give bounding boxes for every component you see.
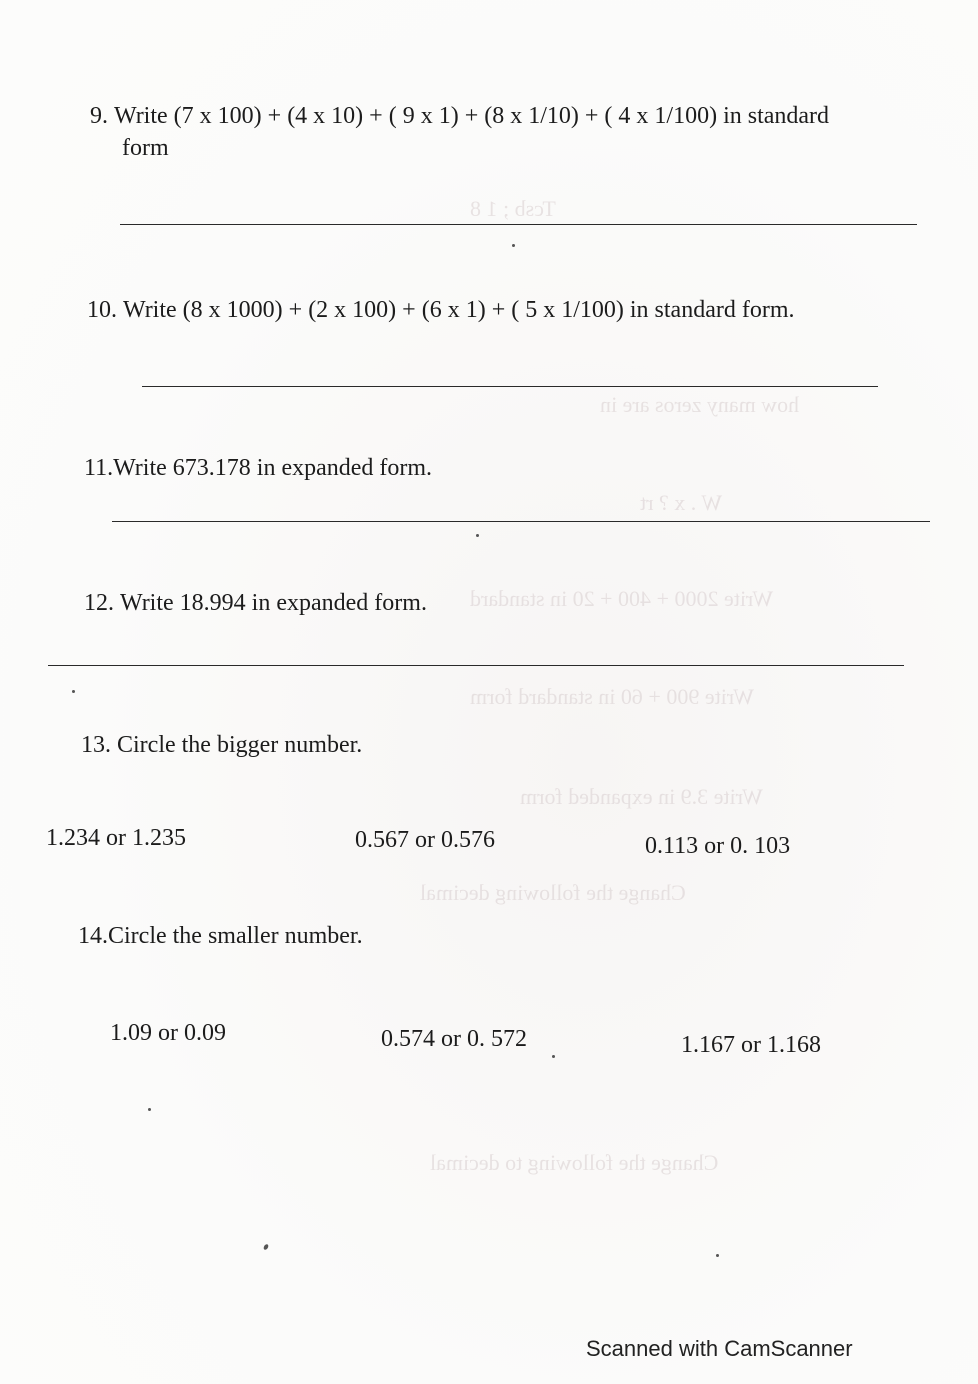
scan-speck <box>512 244 515 247</box>
bleed-through-mark: Change the following to decimal <box>430 1150 719 1175</box>
question-9 <box>90 100 920 164</box>
bleed-through-mark: Write 3.9 in expanded form <box>520 784 763 809</box>
bleed-through-mark: how many zeros are in <box>600 392 800 417</box>
question-text-continued: form <box>122 135 169 161</box>
choice-pair[interactable]: 1.167 or 1.168 <box>681 1032 821 1058</box>
question-number: 10. <box>87 297 117 323</box>
choice-pair[interactable]: 0.113 or 0. 103 <box>645 833 791 859</box>
question-number: 14. <box>78 923 108 949</box>
bleed-through-mark: Write 2000 + 400 + 20 in standard <box>470 586 774 611</box>
question-11 <box>84 452 432 484</box>
scan-speck <box>72 690 75 693</box>
question-text: Write 673.178 in expanded form. <box>113 455 433 481</box>
bleed-through-mark: Tcsb ; 1 8 <box>470 196 556 221</box>
question-10 <box>87 294 795 326</box>
answer-line-9[interactable] <box>120 224 917 225</box>
choice-pair[interactable]: 1.234 or 1.235 <box>46 825 186 851</box>
question-number: 11. <box>84 455 114 481</box>
answer-line-12[interactable] <box>48 665 904 666</box>
question-text: Write (8 x 1000) + (2 x 100) + (6 x 1) + ( 5 x 1/100) in standard form. <box>123 297 795 323</box>
choice-pair[interactable]: 0.574 or 0. 572 <box>381 1026 527 1052</box>
bleed-through-mark: Write 900 + 60 in standard form <box>470 684 755 709</box>
scan-speck <box>552 1055 555 1058</box>
scan-speck <box>148 1108 151 1111</box>
question-text: Write (7 x 100) + (4 x 10) + ( 9 x 1) + (8 x 1/10) + ( 4 x 1/100) in standard <box>114 103 830 129</box>
bleed-through-mark: Change the following decimal <box>420 880 686 905</box>
question-14 <box>78 920 363 952</box>
question-text: Circle the bigger number. <box>117 732 363 758</box>
question-text: Write 18.994 in expanded form. <box>120 590 427 616</box>
bleed-through-mark: W . x ? rt <box>640 490 723 515</box>
question-text: Circle the smaller number. <box>108 923 363 949</box>
answer-line-10[interactable] <box>142 386 878 387</box>
scan-speck <box>716 1254 719 1257</box>
question-13 <box>81 729 362 761</box>
question-number: 9. <box>90 103 108 129</box>
scan-speck <box>263 1243 269 1250</box>
choice-pair[interactable]: 1.09 or 0.09 <box>110 1020 226 1046</box>
answer-line-11[interactable] <box>112 521 930 522</box>
question-12 <box>84 587 427 619</box>
choice-pair[interactable]: 0.567 or 0.576 <box>355 827 495 853</box>
question-number: 12. <box>84 590 114 616</box>
scan-speck <box>476 534 479 537</box>
camscanner-watermark: Scanned with CamScanner <box>586 1336 853 1361</box>
question-number: 13. <box>81 732 111 758</box>
